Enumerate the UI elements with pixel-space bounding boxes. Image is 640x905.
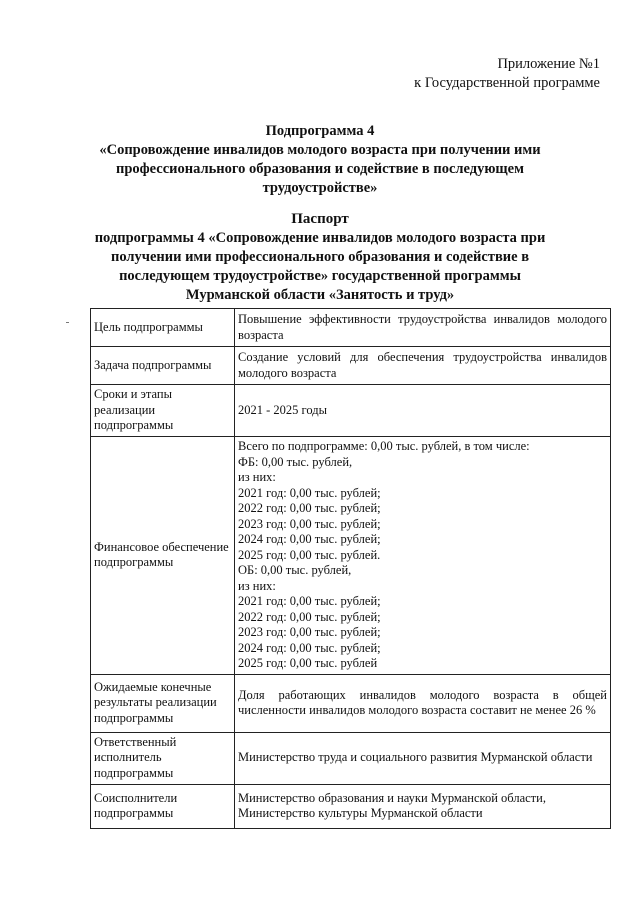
table-row xyxy=(91,674,611,732)
funding-line: из них: xyxy=(238,578,276,593)
row-value: Создание условий для обеспечения трудоустройства инвалидов молодого возраста xyxy=(235,347,611,385)
passport-subtitle-line: последующем трудоустройстве» государственной программы xyxy=(119,268,521,284)
funding-line: 2021 год: 0,00 тыс. рублей; xyxy=(238,594,381,608)
table-row xyxy=(91,309,611,347)
margin-mark xyxy=(66,322,69,323)
funding-line: 2024 год: 0,00 тыс. рублей; xyxy=(238,640,381,655)
table-row xyxy=(91,437,611,675)
appendix-header xyxy=(300,55,600,93)
funding-lines xyxy=(235,437,611,675)
passport-title xyxy=(60,210,580,305)
row-label: Цель подпрограммы xyxy=(91,309,235,347)
appendix-reference: к Государственной программе xyxy=(414,75,600,91)
funding-line: 2024 год: 0,00 тыс. рублей; xyxy=(238,532,381,546)
passport-subtitle-line: получении ими профессионального образования и содействие в xyxy=(110,249,530,265)
co-executor-line: Министерство образования и науки Мурманской области, xyxy=(238,790,546,805)
subprogram-title xyxy=(60,122,580,198)
table-row xyxy=(91,784,611,828)
co-executor-line: Министерство культуры Мурманской области xyxy=(238,806,483,820)
row-label: Сроки и этапы реализации подпрограммы xyxy=(91,385,235,437)
funding-line: 2023 год: 0,00 тыс. рублей; xyxy=(238,516,381,531)
passport-subtitle-line: Мурманской области «Занятость и труд» xyxy=(185,287,455,303)
row-label: Соисполнители подпрограммы xyxy=(91,784,235,828)
subprogram-name-line: «Сопровождение инвалидов молодого возраста при получении ими xyxy=(99,142,541,158)
passport-heading: Паспорт xyxy=(291,211,349,227)
row-value: Министерство труда и социального развития Мурманской области xyxy=(235,732,611,784)
funding-line: 2022 год: 0,00 тыс. рублей; xyxy=(238,609,381,624)
funding-line: 2021 год: 0,00 тыс. рублей; xyxy=(238,485,381,500)
subprogram-name-line: трудоустройстве» xyxy=(262,180,378,196)
passport-subtitle-line: подпрограммы 4 «Сопровождение инвалидов молодого возраста при xyxy=(94,230,546,246)
passport-table xyxy=(90,308,611,829)
funding-line: Всего по подпрограмме: 0,00 тыс. рублей, в том числе: xyxy=(238,439,530,453)
row-value: Доля работающих инвалидов молодого возраста в общей численности инвалидов молодого возраста составит не менее 26 % xyxy=(235,674,611,732)
funding-line: 2025 год: 0,00 тыс. рублей xyxy=(238,656,378,670)
subprogram-name-line: профессионального образования и содействие в последующем xyxy=(115,161,524,177)
appendix-number: Приложение №1 xyxy=(497,56,600,72)
row-value: 2021 - 2025 годы xyxy=(235,385,611,437)
funding-line: 2023 год: 0,00 тыс. рублей; xyxy=(238,625,381,639)
funding-line: ОБ: 0,00 тыс. рублей, xyxy=(238,563,352,577)
table-row xyxy=(91,732,611,784)
subprogram-number: Подпрограмма 4 xyxy=(265,123,375,139)
row-value: Повышение эффективности трудоустройства инвалидов молодого возраста xyxy=(235,309,611,347)
funding-line: 2022 год: 0,00 тыс. рублей; xyxy=(238,501,381,515)
table-row xyxy=(91,347,611,385)
row-label: Ожидаемые конечные результаты реализации подпрограммы xyxy=(91,674,235,732)
funding-line: ФБ: 0,00 тыс. рублей, xyxy=(238,454,353,469)
funding-line: 2025 год: 0,00 тыс. рублей. xyxy=(238,547,381,562)
row-label: Финансовое обеспечение подпрограммы xyxy=(91,437,235,675)
funding-line: из них: xyxy=(238,470,276,484)
row-label: Задача подпрограммы xyxy=(91,347,235,385)
row-label: Ответственный исполнитель подпрограммы xyxy=(91,732,235,784)
co-executors xyxy=(235,784,611,828)
table-row xyxy=(91,385,611,437)
